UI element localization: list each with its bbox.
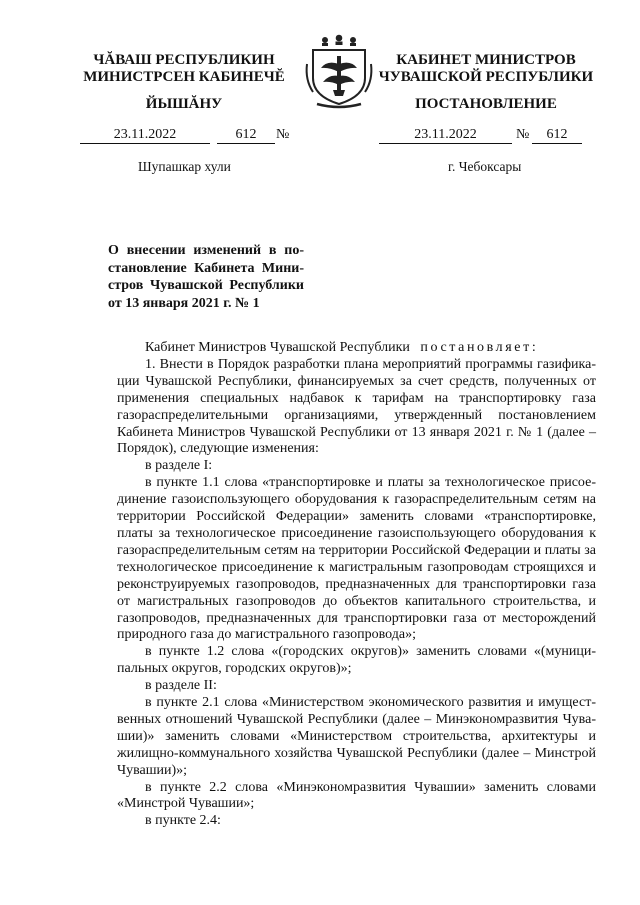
body-paragraph: в пункте 1.1 слова «транспортировке и платы за технологическое присоединение газоиспользующего оборудования к газораспределительным сетям на территории Российской Федерации» заменить словами «транспортировке, платы за технологическое присоединение газоиспользующего оборудования к газораспределительным сетям на территории Российской Федерации и платы за технологическое присоединение к магистральным газопроводам строящихся и реконструируемых газопроводов, предназначенных для транспортировки газа от магистральных газопроводов до объектов капитального строительства, и газопроводов, предназначенных для транспортировки газа от месторождений природного газа до магистрального газопровода»; [117, 475, 596, 643]
left-date-field: 23.11.2022 [80, 127, 210, 144]
header-right-title [372, 52, 600, 86]
intro-text: Кабинет Министров Чувашской Республики [145, 340, 410, 355]
right-date-field: 23.11.2022 [379, 127, 512, 144]
header-left-line1: ЧĂВАШ РЕСПУБЛИКИН [93, 52, 275, 68]
doc-type-chuvash: ЙЫШĂНУ [145, 96, 223, 112]
decree-word: постановляет: [420, 340, 539, 355]
body-paragraph: в пункте 2.4: [145, 813, 221, 829]
intro-paragraph [117, 340, 596, 357]
header-left-title [70, 52, 298, 86]
header-left-line2: МИНИСТРСЕН КАБИНЕЧĔ [83, 69, 285, 85]
chuvash-emblem-icon [303, 34, 375, 110]
left-number-field: 612 [217, 127, 275, 144]
body-paragraph: в пункте 1.2 слова «(городских округов)» заменить словами «(муниципальных округов, городских округов)»; [117, 644, 596, 677]
body-paragraph: в пункте 2.2 слова «Минэкономразвития Чувашии» заменить словами «Минстрой Чувашии»; [117, 779, 596, 812]
right-number-field: 612 [532, 127, 582, 144]
document-body [117, 340, 596, 830]
body-paragraph: в разделе I: [145, 458, 213, 474]
doc-type-russian: ПОСТАНОВЛЕНИЕ [415, 96, 557, 112]
body-paragraph: в пункте 2.1 слова «Министерством экономического развития и имущественных отношений Чувашской Республики (далее – Минэкономразвития Чувашии)» заменить словами «Министерством строительства, архитектуры и жилищно-коммунального хозяйства Чувашской Республики (далее – Минстрой Чувашии)»; [117, 695, 596, 778]
body-paragraph: 1. Внести в Порядок разработки плана мероприятий программы газификации Чувашской Республики, финансируемых за счет средств, полученных от применения специальных надбавок к тарифам на транспортировку газа газораспределительными организациями, утвержденный постановлением Кабинета Министров Чувашской Республики от 13 января 2021 г. № 1 (далее – Порядок), следующие изменения: [117, 356, 596, 457]
body-paragraph: в разделе II: [145, 678, 217, 694]
place-chuvash: Шупашкар хули [138, 159, 231, 174]
header-right-line2: ЧУВАШСКОЙ РЕСПУБЛИКИ [378, 69, 594, 85]
right-number-sign: № [516, 127, 530, 142]
place-russian: г. Чебоксары [448, 159, 522, 174]
header-right-line1: КАБИНЕТ МИНИСТРОВ [396, 52, 576, 68]
left-number-sign: № [276, 127, 290, 142]
document-subject: О внесении изменений в постановление Кабинета Министров Чувашской Республики от 13 января 2021 г. № 1 [108, 243, 304, 311]
